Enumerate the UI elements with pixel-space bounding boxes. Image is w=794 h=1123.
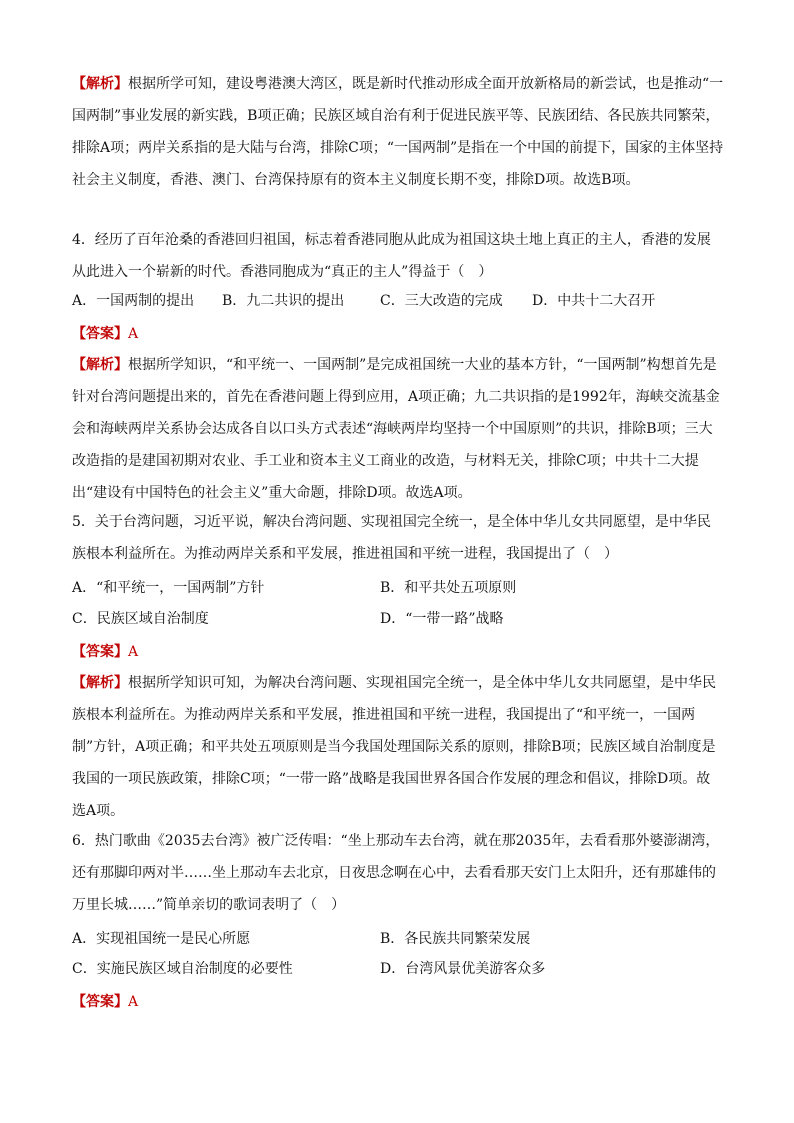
q5-option-b: B．和平共处五项原则 [380,580,517,596]
q4-option-c: C．三大改造的完成 [380,293,503,309]
q5-analysis-paragraph [72,667,724,827]
q4-analysis-text: 根据所学知识，“和平统一、一国两制”是完成祖国统一大业的基本方针，“一国两制”构想首先是针对台湾问题提出来的，首先在香港问题上得到应用，A项正确；九二共识指的是1992年，海峡交流基金会和海峡两岸关系协会达成各自以口头方式表述“海峡两岸均坚持一个中国原则”的共识，排除B项；三大改造指的是建国初期对农业、手工业和资本主义工商业的改造，与材料无关，排除C项；中共十二大提出“建设有中国特色的社会主义”重大命题，排除D项。故选A项。 [72,357,720,501]
q5-analysis-text: 根据所学知识可知，为解决台湾问题、实现祖国完全统一，是全体中华儿女共同愿望，是中华民族根本利益所在。为推动两岸关系和平发展，推进祖国和平统一进程，我国提出了“和平统一，一国两制”方针，A项正确；和平共处五项原则是当今我国处理国际关系的原则，排除B项；民族区域自治制度是我国的一项民族政策，排除C项；“一带一路”战略是我国世界各国合作发展的理念和倡议，排除D项。故选A项。 [72,675,716,819]
answer-tag: 【答案】 [72,994,128,1010]
q5-answer-value: A [128,644,139,660]
q6-answer [72,986,724,1018]
q5-option-c: C．民族区域自治制度 [72,611,209,627]
q6-answer-value: A [128,994,139,1010]
q6-option-d: D．台湾风景优美游客众多 [380,961,546,977]
q6-stem: 6．热门歌曲《2035去台湾》被广泛传唱：“坐上那动车去台湾，就在那2035年，去看看那外婆澎湖湾，还有那脚印两对半……坐上那动车去北京，日夜思念啊在心中，去看看那天安门上太阳升，还有那雄伟的万里长城……”简单亲切的歌词表明了（ ） [72,833,720,913]
q6-option-b: B．各民族共同繁荣发展 [380,931,531,947]
q4-answer [72,318,724,350]
q6-option-c: C．实施民族区域自治制度的必要性 [72,961,293,977]
answer-tag: 【答案】 [72,644,128,660]
analysis-tag: 【解析】 [72,76,128,92]
q5-answer [72,636,724,668]
q5-stem: 5．关于台湾问题，习近平说，解决台湾问题、实现祖国完全统一，是全体中华儿女共同愿望，是中华民族根本利益所在。为推动两岸关系和平发展，推进祖国和平统一进程，我国提出了（ ） [72,514,711,562]
q3-analysis-paragraph [72,68,724,196]
analysis-tag: 【解析】 [72,675,128,691]
q4-answer-value: A [128,326,139,342]
analysis-tag: 【解析】 [72,357,128,373]
q4-option-b: B．九二共识的提出 [222,293,345,309]
q5-option-a: A．“和平统一，一国两制”方针 [72,580,265,596]
q6-option-a: A．实现祖国统一是民心所愿 [72,931,251,947]
q4-stem: 4．经历了百年沧桑的香港回归祖国，标志着香港同胞从此成为祖国这块土地上真正的主人，香港的发展从此进入一个崭新的时代。香港同胞成为“真正的主人”得益于（ ） [72,232,711,280]
q4-option-a: A．一国两制的提出 [72,293,195,309]
q5-option-d: D．“一带一路”战略 [380,611,504,627]
q4-analysis-paragraph [72,349,724,509]
q3-analysis-text: 根据所学可知，建设粤港澳大湾区，既是新时代推动形成全面开放新格局的新尝试，也是推动“一国两制”事业发展的新实践，B项正确；民族区域自治有利于促进民族平等、民族团结、各民族共同繁荣，排除A项；两岸关系指的是大陆与台湾，排除C项；“一国两制”是指在一个中国的前提下，国家的主体坚持社会主义制度，香港、澳门、台湾保持原有的资本主义制度长期不变，排除D项。故选B项。 [72,76,724,188]
q4-option-d: D．中共十二大召开 [532,293,656,309]
answer-tag: 【答案】 [72,326,128,342]
